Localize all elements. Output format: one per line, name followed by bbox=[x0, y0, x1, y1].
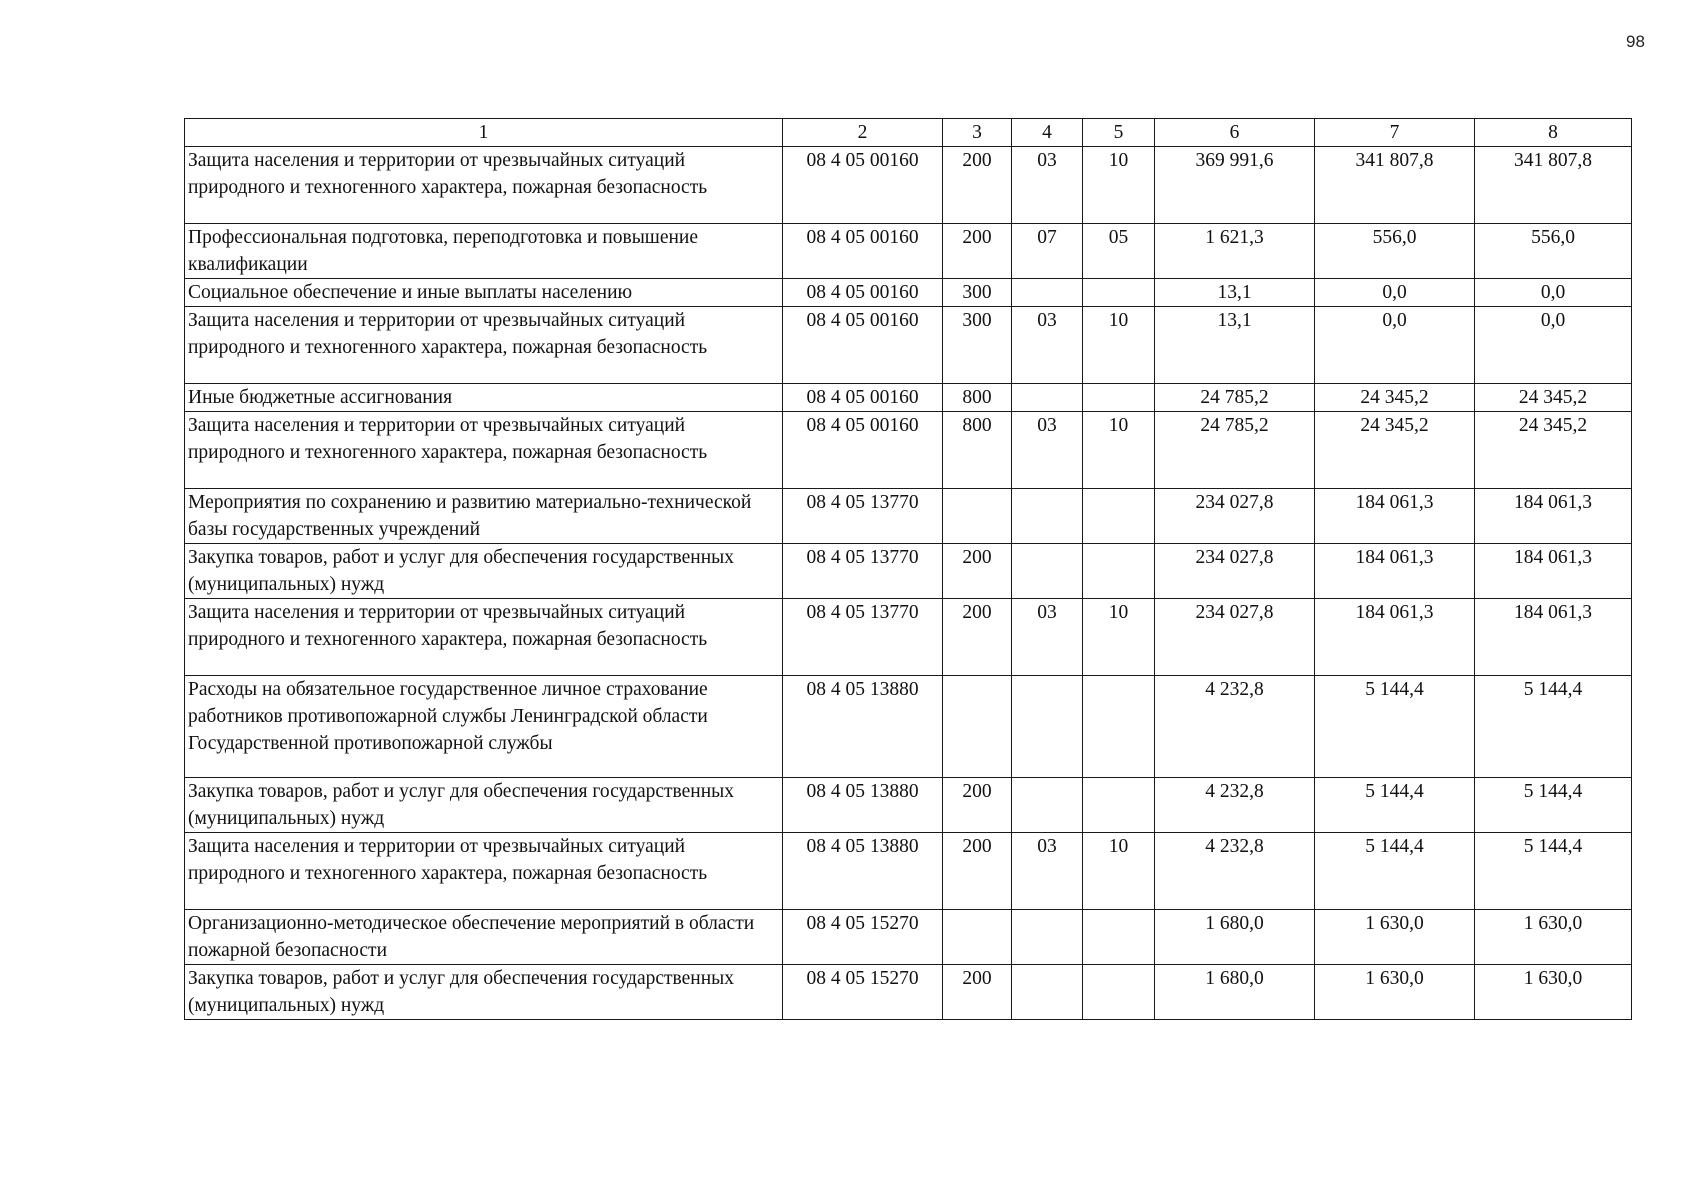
row-name-cell: Мероприятия по сохранению и развитию материально-технической базы государственных учреждений bbox=[185, 488, 783, 543]
row-pr-cell bbox=[1083, 383, 1155, 411]
row-name-cell: Профессиональная подготовка, переподготовка и повышение квалификации bbox=[185, 223, 783, 278]
row-pr-cell bbox=[1083, 777, 1155, 832]
row-vr-cell: 200 bbox=[943, 598, 1012, 675]
header-cell: 5 bbox=[1083, 119, 1155, 147]
row-name-cell: Иные бюджетные ассигнования bbox=[185, 383, 783, 411]
header-cell: 7 bbox=[1315, 119, 1475, 147]
row-code-cell: 08 4 05 15270 bbox=[783, 964, 943, 1019]
row-code-cell: 08 4 05 00160 bbox=[783, 147, 943, 224]
row-value-7-cell: 24 345,2 bbox=[1315, 383, 1475, 411]
header-cell: 8 bbox=[1475, 119, 1632, 147]
row-value-8-cell: 5 144,4 bbox=[1475, 777, 1632, 832]
row-value-7-cell: 5 144,4 bbox=[1315, 675, 1475, 777]
row-name-cell: Организационно-методическое обеспечение мероприятий в области пожарной безопасности bbox=[185, 909, 783, 964]
row-value-7-cell: 0,0 bbox=[1315, 306, 1475, 383]
header-cell: 4 bbox=[1012, 119, 1083, 147]
row-value-6-cell: 1 680,0 bbox=[1155, 964, 1315, 1019]
row-rz-cell bbox=[1012, 777, 1083, 832]
row-rz-cell: 07 bbox=[1012, 223, 1083, 278]
row-code-cell: 08 4 05 15270 bbox=[783, 909, 943, 964]
row-code-cell: 08 4 05 13880 bbox=[783, 777, 943, 832]
row-value-8-cell: 0,0 bbox=[1475, 278, 1632, 306]
row-code-cell: 08 4 05 00160 bbox=[783, 411, 943, 488]
row-vr-cell bbox=[943, 488, 1012, 543]
row-vr-cell: 200 bbox=[943, 832, 1012, 909]
row-code-cell: 08 4 05 00160 bbox=[783, 223, 943, 278]
row-pr-cell bbox=[1083, 964, 1155, 1019]
row-value-8-cell: 184 061,3 bbox=[1475, 598, 1632, 675]
row-code-cell: 08 4 05 13770 bbox=[783, 598, 943, 675]
row-code-cell: 08 4 05 13770 bbox=[783, 543, 943, 598]
row-value-6-cell: 4 232,8 bbox=[1155, 777, 1315, 832]
row-name-cell: Защита населения и территории от чрезвычайных ситуаций природного и техногенного характера, пожарная безопасность bbox=[185, 411, 783, 488]
row-vr-cell: 200 bbox=[943, 147, 1012, 224]
row-pr-cell bbox=[1083, 909, 1155, 964]
row-code-cell: 08 4 05 13880 bbox=[783, 832, 943, 909]
row-rz-cell bbox=[1012, 964, 1083, 1019]
row-value-6-cell: 4 232,8 bbox=[1155, 675, 1315, 777]
row-code-cell: 08 4 05 13880 bbox=[783, 675, 943, 777]
row-name-cell: Закупка товаров, работ и услуг для обеспечения государственных (муниципальных) нужд bbox=[185, 777, 783, 832]
table-row bbox=[185, 543, 1632, 598]
row-value-7-cell: 184 061,3 bbox=[1315, 488, 1475, 543]
row-rz-cell: 03 bbox=[1012, 147, 1083, 224]
row-value-7-cell: 5 144,4 bbox=[1315, 832, 1475, 909]
table-row bbox=[185, 147, 1632, 224]
header-cell: 1 bbox=[185, 119, 783, 147]
table-row bbox=[185, 411, 1632, 488]
table-row bbox=[185, 964, 1632, 1019]
row-vr-cell: 300 bbox=[943, 278, 1012, 306]
row-rz-cell: 03 bbox=[1012, 598, 1083, 675]
row-value-7-cell: 1 630,0 bbox=[1315, 964, 1475, 1019]
row-name-cell: Закупка товаров, работ и услуг для обеспечения государственных (муниципальных) нужд bbox=[185, 543, 783, 598]
row-pr-cell: 10 bbox=[1083, 306, 1155, 383]
row-value-7-cell: 24 345,2 bbox=[1315, 411, 1475, 488]
row-value-6-cell: 369 991,6 bbox=[1155, 147, 1315, 224]
row-pr-cell: 05 bbox=[1083, 223, 1155, 278]
row-value-6-cell: 24 785,2 bbox=[1155, 411, 1315, 488]
table-row bbox=[185, 383, 1632, 411]
row-value-7-cell: 0,0 bbox=[1315, 278, 1475, 306]
row-name-cell: Закупка товаров, работ и услуг для обеспечения государственных (муниципальных) нужд bbox=[185, 964, 783, 1019]
row-value-7-cell: 5 144,4 bbox=[1315, 777, 1475, 832]
row-value-7-cell: 184 061,3 bbox=[1315, 543, 1475, 598]
row-rz-cell bbox=[1012, 543, 1083, 598]
row-code-cell: 08 4 05 00160 bbox=[783, 383, 943, 411]
row-value-6-cell: 24 785,2 bbox=[1155, 383, 1315, 411]
table-row bbox=[185, 598, 1632, 675]
row-value-8-cell: 341 807,8 bbox=[1475, 147, 1632, 224]
row-pr-cell: 10 bbox=[1083, 411, 1155, 488]
row-rz-cell: 03 bbox=[1012, 306, 1083, 383]
row-name-cell: Защита населения и территории от чрезвычайных ситуаций природного и техногенного характера, пожарная безопасность bbox=[185, 147, 783, 224]
row-value-7-cell: 556,0 bbox=[1315, 223, 1475, 278]
row-value-6-cell: 13,1 bbox=[1155, 278, 1315, 306]
row-pr-cell bbox=[1083, 488, 1155, 543]
row-rz-cell: 03 bbox=[1012, 411, 1083, 488]
row-name-cell: Защита населения и территории от чрезвычайных ситуаций природного и техногенного характера, пожарная безопасность bbox=[185, 306, 783, 383]
row-value-7-cell: 341 807,8 bbox=[1315, 147, 1475, 224]
row-value-8-cell: 5 144,4 bbox=[1475, 675, 1632, 777]
row-vr-cell: 200 bbox=[943, 543, 1012, 598]
row-rz-cell bbox=[1012, 909, 1083, 964]
row-value-6-cell: 13,1 bbox=[1155, 306, 1315, 383]
row-name-cell: Защита населения и территории от чрезвычайных ситуаций природного и техногенного характера, пожарная безопасность bbox=[185, 832, 783, 909]
row-value-6-cell: 1 621,3 bbox=[1155, 223, 1315, 278]
row-value-8-cell: 184 061,3 bbox=[1475, 488, 1632, 543]
table-row bbox=[185, 488, 1632, 543]
table-row bbox=[185, 675, 1632, 777]
row-value-8-cell: 24 345,2 bbox=[1475, 411, 1632, 488]
row-rz-cell bbox=[1012, 675, 1083, 777]
row-value-7-cell: 1 630,0 bbox=[1315, 909, 1475, 964]
table-row bbox=[185, 832, 1632, 909]
row-value-8-cell: 24 345,2 bbox=[1475, 383, 1632, 411]
row-vr-cell: 200 bbox=[943, 777, 1012, 832]
row-value-6-cell: 4 232,8 bbox=[1155, 832, 1315, 909]
row-rz-cell bbox=[1012, 383, 1083, 411]
row-rz-cell bbox=[1012, 278, 1083, 306]
row-pr-cell bbox=[1083, 278, 1155, 306]
row-value-8-cell: 1 630,0 bbox=[1475, 909, 1632, 964]
row-vr-cell: 200 bbox=[943, 223, 1012, 278]
page-number: 98 bbox=[1626, 32, 1645, 51]
row-value-6-cell: 234 027,8 bbox=[1155, 488, 1315, 543]
row-value-8-cell: 556,0 bbox=[1475, 223, 1632, 278]
row-pr-cell: 10 bbox=[1083, 832, 1155, 909]
row-vr-cell bbox=[943, 909, 1012, 964]
row-value-8-cell: 0,0 bbox=[1475, 306, 1632, 383]
budget-table bbox=[184, 118, 1632, 1020]
row-vr-cell: 800 bbox=[943, 411, 1012, 488]
row-rz-cell bbox=[1012, 488, 1083, 543]
table-row bbox=[185, 909, 1632, 964]
row-pr-cell bbox=[1083, 543, 1155, 598]
row-code-cell: 08 4 05 13770 bbox=[783, 488, 943, 543]
row-name-cell: Защита населения и территории от чрезвычайных ситуаций природного и техногенного характера, пожарная безопасность bbox=[185, 598, 783, 675]
row-value-8-cell: 5 144,4 bbox=[1475, 832, 1632, 909]
row-code-cell: 08 4 05 00160 bbox=[783, 306, 943, 383]
header-cell: 6 bbox=[1155, 119, 1315, 147]
row-name-cell: Расходы на обязательное государственное личное страхование работников противопожарной службы Ленинградской области Государственной противопожарной службы bbox=[185, 675, 783, 777]
row-value-7-cell: 184 061,3 bbox=[1315, 598, 1475, 675]
row-pr-cell bbox=[1083, 675, 1155, 777]
table-row bbox=[185, 777, 1632, 832]
header-cell: 2 bbox=[783, 119, 943, 147]
header-cell: 3 bbox=[943, 119, 1012, 147]
table-header-row bbox=[185, 119, 1632, 147]
row-name-cell: Социальное обеспечение и иные выплаты населению bbox=[185, 278, 783, 306]
row-vr-cell: 200 bbox=[943, 964, 1012, 1019]
row-vr-cell: 800 bbox=[943, 383, 1012, 411]
row-pr-cell: 10 bbox=[1083, 598, 1155, 675]
row-value-6-cell: 234 027,8 bbox=[1155, 543, 1315, 598]
row-value-8-cell: 1 630,0 bbox=[1475, 964, 1632, 1019]
row-value-6-cell: 1 680,0 bbox=[1155, 909, 1315, 964]
row-vr-cell: 300 bbox=[943, 306, 1012, 383]
row-rz-cell: 03 bbox=[1012, 832, 1083, 909]
row-pr-cell: 10 bbox=[1083, 147, 1155, 224]
table-row bbox=[185, 306, 1632, 383]
row-value-6-cell: 234 027,8 bbox=[1155, 598, 1315, 675]
table-row bbox=[185, 278, 1632, 306]
row-code-cell: 08 4 05 00160 bbox=[783, 278, 943, 306]
row-vr-cell bbox=[943, 675, 1012, 777]
row-value-8-cell: 184 061,3 bbox=[1475, 543, 1632, 598]
table-row bbox=[185, 223, 1632, 278]
